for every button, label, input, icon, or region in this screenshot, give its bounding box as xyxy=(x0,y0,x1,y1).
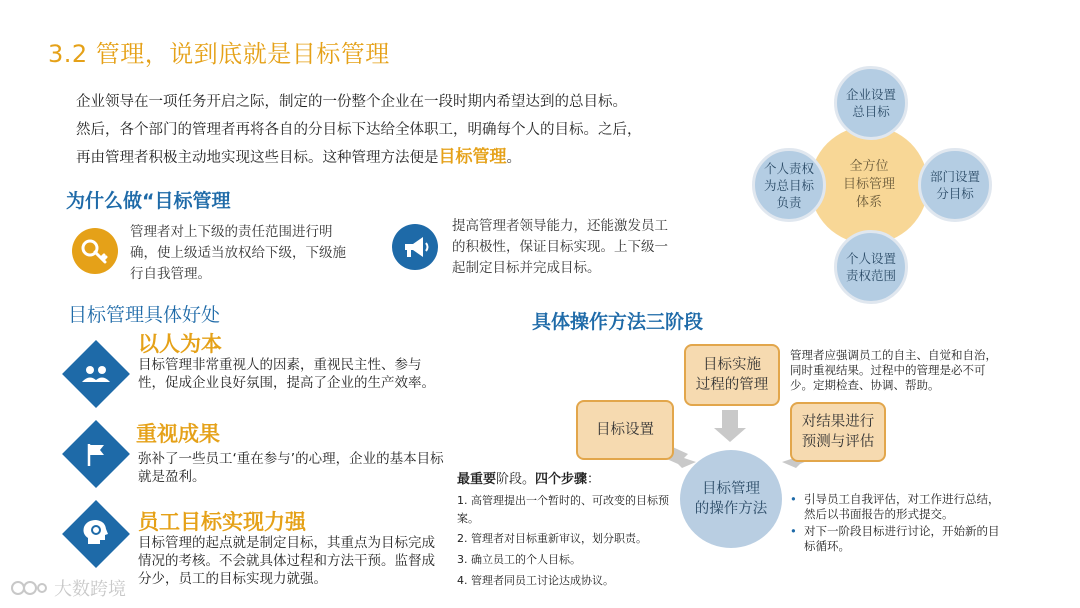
head-icon xyxy=(62,500,130,568)
benefit-2-title: 重视成果 xyxy=(136,422,220,446)
steps-list-item: 3. 确立员工的个人目标。 xyxy=(457,553,581,566)
watermark-logo-icon xyxy=(10,577,48,599)
key-icon xyxy=(72,228,118,274)
benefit-3-title: 员工目标实现力强 xyxy=(138,510,306,534)
why-heading: 为什么做“目标管理 xyxy=(66,190,231,212)
steps-list-heading: 最重要阶段。四个步骤： xyxy=(457,472,601,487)
steps-bullet-item: • 引导员工自我评估，对工作进行总结，然后以书面报告的形式提交。 xyxy=(790,492,1002,522)
cycle-hub: 全方位 目标管理 体系 xyxy=(810,126,928,244)
intro-paragraph xyxy=(76,89,746,173)
steps-heading: 具体操作方法三阶段 xyxy=(532,311,704,333)
step-box-process-management: 目标实施 过程的管理 xyxy=(684,344,780,406)
steps-list-item: 4. 管理者同员工讨论达成协议。 xyxy=(457,574,614,587)
cycle-node-right: 部门设置 分目标 xyxy=(918,148,992,222)
page-title: 3.2 管理，说到底就是目标管理 xyxy=(48,40,390,68)
intro-line-2: 然后，各个部门的管理者再将各自的分目标下达给全体职工，明确每个人的目标。之后， xyxy=(76,121,642,138)
cycle-node-left: 个人责权 为总目标 负责 xyxy=(752,148,826,222)
benefit-3-text: 目标管理的起点就是制定目标，其重点为目标完成情况的考核。不会就具体过程和方法干预。监督成分少，员工的目标实现力就强。 xyxy=(138,535,435,587)
people-icon xyxy=(62,340,130,408)
benefit-1-text: 目标管理非常重视人的因素，重视民主性、参与性，促成企业良好氛围，提高了企业的生产效率。 xyxy=(138,357,435,391)
steps-bullet-item: • 对下一阶段目标进行讨论，开始新的目标循环。 xyxy=(790,524,1002,554)
steps-list-item: 1. 高管理提出一个暂时的、可改变的目标预案。 xyxy=(457,494,669,525)
megaphone-icon xyxy=(392,224,438,270)
cycle-node-top: 企业设置 总目标 xyxy=(834,66,908,140)
watermark-text: 大数跨境 xyxy=(54,579,126,600)
steps-list-item: 2. 管理者对目标重新审议，划分职责。 xyxy=(457,532,647,545)
cycle-diagram xyxy=(748,66,998,310)
why-item-2-text: 提高管理者领导能力，还能激发员工的积极性，保证目标实现。上下级一起制定目标并完成目标。 xyxy=(452,218,668,276)
cycle-node-bottom: 个人设置 责权范围 xyxy=(834,230,908,304)
benefit-2-text: 弥补了一些员工‘重在参与’的心理，企业的基本目标就是盈利。 xyxy=(138,451,444,485)
step-box-result-evaluation: 对结果进行 预测与评估 xyxy=(790,402,886,462)
benefits-heading: 目标管理具体好处 xyxy=(68,304,221,326)
watermark xyxy=(10,575,126,601)
intro-highlight: 目标管理 xyxy=(438,147,507,167)
steps-list xyxy=(457,470,677,591)
steps-bullets xyxy=(790,492,1002,556)
benefit-1-title: 以人为本 xyxy=(138,332,222,356)
steps-note-top: 管理者应强调员工的自主、自觉和自治，同时重视结果。过程中的管理是必不可少。定期检查、协调、帮助。 xyxy=(790,348,997,392)
steps-center-circle: 目标管理 的操作方法 xyxy=(680,450,782,548)
intro-line-3: 再由管理者积极主动地实现这些目标。这种管理方法便是目标管理。 xyxy=(76,147,521,167)
why-item-1-text: 管理者对上下级的责任范围进行明确，使上级适当放权给下级，下级施行自我管理。 xyxy=(130,224,346,282)
flag-icon xyxy=(62,420,130,488)
step-box-goal-setting: 目标设置 xyxy=(576,400,674,460)
intro-line-1: 企业领导在一项任务开启之际，制定的一份整个企业在一段时期内希望达到的总目标。 xyxy=(76,94,627,110)
